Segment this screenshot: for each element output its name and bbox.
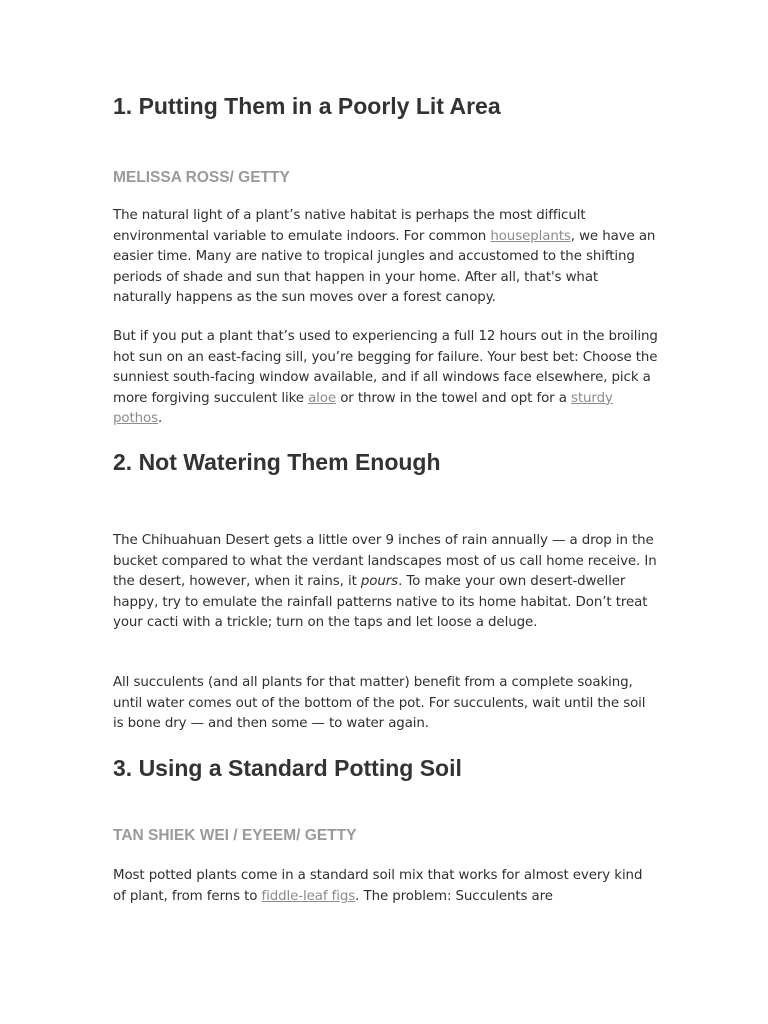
text-run: . bbox=[158, 411, 163, 427]
paragraph-wrap bbox=[113, 866, 658, 907]
aloe-link[interactable]: aloe bbox=[308, 390, 337, 406]
paragraph bbox=[113, 206, 658, 309]
paragraph-wrap bbox=[113, 531, 658, 634]
image-credit-wrap bbox=[113, 826, 658, 846]
paragraph-wrap bbox=[113, 206, 658, 309]
text-run: The natural light of a plant’s native habitat is perhaps the most difficult environmental variable to emulate indoors. For common bbox=[113, 208, 586, 244]
paragraph-wrap bbox=[113, 673, 658, 735]
section-heading: 3. Using a Standard Potting Soil bbox=[113, 755, 462, 781]
text-run: . The problem: Succulents are bbox=[355, 888, 553, 904]
text-run: The Chihuahuan Desert gets a little over 9 inches of rain annually — a drop in the bucket compared to what the verdant landscapes most of us call home receive. In the desert, however, when it rains, it bbox=[113, 533, 657, 590]
paragraph: All succulents (and all plants for that matter) benefit from a complete soaking, until water comes out of the bottom of the pot. For succulents, wait until the soil is bone dry — and then some — to water again. bbox=[113, 675, 646, 732]
text-run: or throw in the towel and opt for a bbox=[336, 390, 571, 406]
text-run: Most potted plants come in a standard soil mix that works for almost every kind of plant, from ferns to bbox=[113, 868, 643, 904]
image-credit: MELISSA ROSS/ GETTY bbox=[113, 169, 290, 186]
text-run: . To make your own desert-dweller happy, try to emulate the rainfall patterns native to its home habitat. Don’t treat your cacti with a trickle; turn on the taps and let loose a deluge. bbox=[113, 574, 648, 631]
section-1-heading-wrap bbox=[113, 92, 658, 120]
paragraph bbox=[113, 531, 658, 634]
emphasis-text: pours bbox=[360, 574, 399, 590]
section-3-heading-wrap bbox=[113, 754, 658, 782]
houseplants-link[interactable]: houseplants bbox=[490, 228, 571, 244]
image-credit-wrap bbox=[113, 168, 658, 188]
section-2-heading-wrap bbox=[113, 448, 658, 476]
image-credit: TAN SHIEK WEI / EYEEM/ GETTY bbox=[113, 827, 357, 844]
paragraph bbox=[113, 327, 658, 430]
sturdy-pothos-link[interactable]: sturdy pothos bbox=[113, 390, 613, 427]
section-heading: 1. Putting Them in a Poorly Lit Area bbox=[113, 93, 501, 119]
paragraph bbox=[113, 866, 658, 907]
text-run: But if you put a plant that’s used to experiencing a full 12 hours out in the broiling hot sun on an east-facing sill, you’re begging for failure. Your best bet: Choose the sunniest south-facing window available, and if all windows face elsewhere, pick a more forgiving succulent like bbox=[113, 329, 658, 406]
section-heading: 2. Not Watering Them Enough bbox=[113, 449, 441, 475]
paragraph-wrap bbox=[113, 327, 658, 430]
fiddle-leaf-figs-link[interactable]: fiddle-leaf figs bbox=[261, 888, 356, 904]
text-run: , we have an easier time. Many are native to tropical jungles and accustomed to the shifting periods of shade and sun that happen in your home. After all, that's what naturally happens as the sun moves over a forest canopy. bbox=[113, 228, 656, 306]
